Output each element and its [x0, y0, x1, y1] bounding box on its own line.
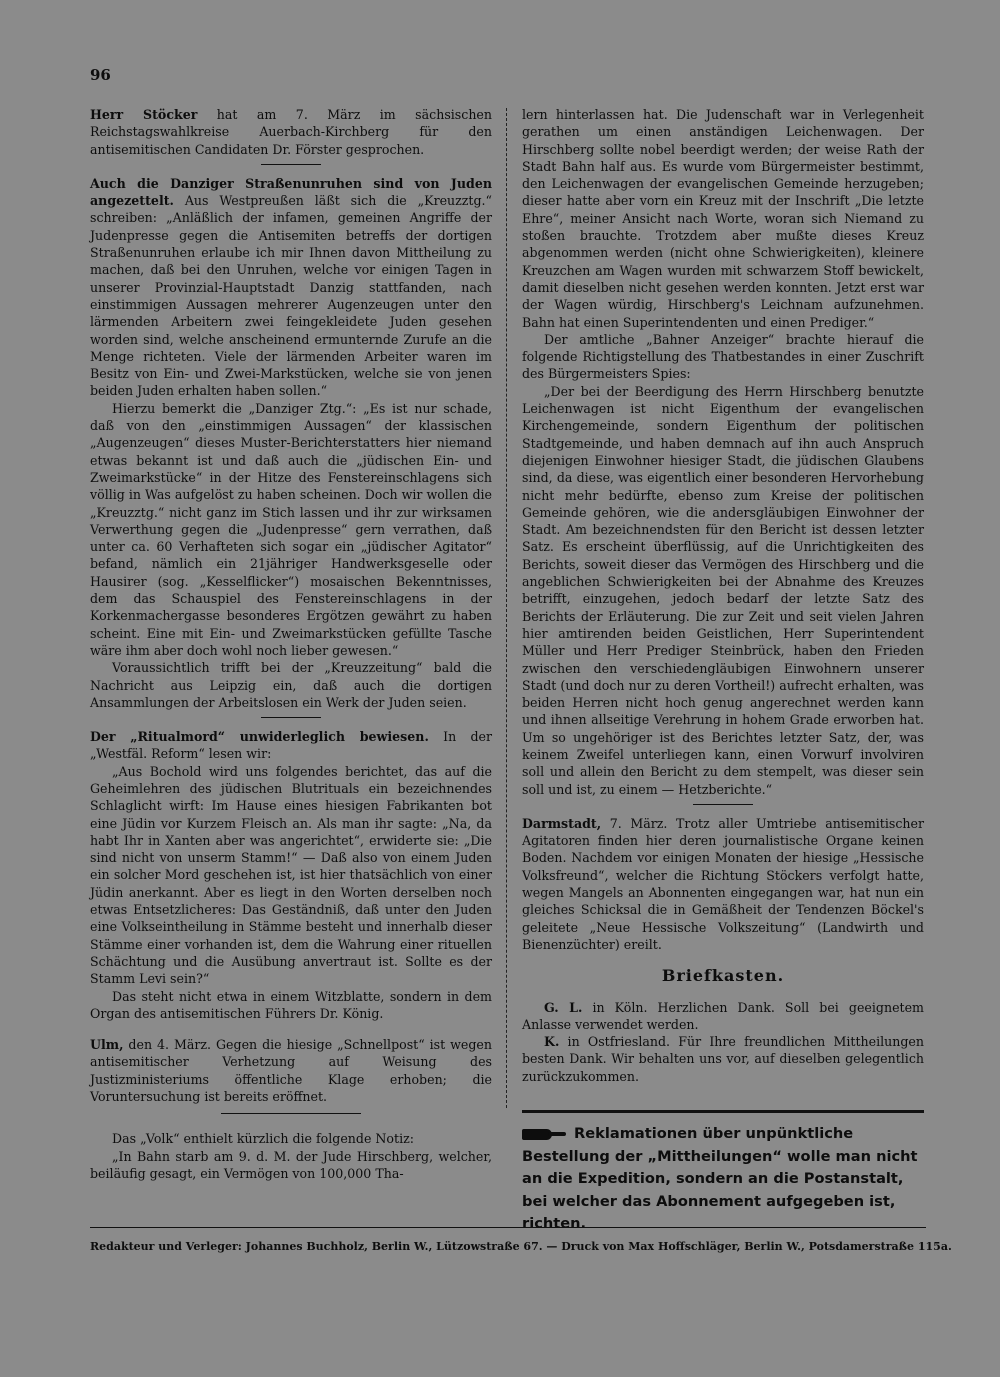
article-lead: Auch die Danziger Straßenunruhen sind von Juden angezettelt.: [90, 175, 492, 209]
letter-text: in Köln. Herzlichen Dank. Soll bei geeignetem Anlasse verwendet werden.: [522, 999, 924, 1032]
article-volk-intro: Das „Volk“ enthielt kürzlich die folgende Notiz:: [112, 1131, 414, 1147]
article-bahn-intro: Der amtliche „Bahner Anzeiger“ brachte hierauf die folgende Richtigstellung des Thatbestandes in einer Zuschrift des Bürgermeisters Spies:: [522, 331, 924, 382]
article-lead: Herr Stöcker: [90, 107, 198, 122]
article-lead: Der „Ritualmord“ unwiderleglich bewiesen.: [90, 729, 429, 745]
article-danzig-comment: Hierzu bemerkt die „Danziger Ztg.“: „Es ist nur schade, daß von den „einstimmigen Aussagen“ der klassischen „Augenzeugen“ dieses Muster-Berichterstatters hier niemand etwas bekannt ist und daß auch die „jüdischen Ein- und Zweimarkstücke“ in der Hitze des Fenstereinschlagens sich völlig in Was aufgelöst zu haben scheinen. Doch wir wollen die „Kreuzztg.“ nicht ganz im Stich lassen und ihr zur wirksamen Verwerthung gegen die „Judenpresse“ gern verrathen, daß unter ca. 60 Verhafteten sich sogar ein „jüdischer Agitator“ befand, nämlich ein 21jähriger Handwerksgeselle oder Hausirer (sog. „Kesselflicker“) mosaischen Bekenntnisses, dem das Schauspiel des Fenstereinschlagens in der Korkenmachergasse besonderes Ergötzen gewährt zu haben scheint. Eine mit Ein- und Zweimarkstücken gefüllte Tasche wäre ihm aber doch wohl noch lieber gewesen.“: [90, 400, 492, 658]
article-lead: Ulm,: [90, 1037, 124, 1053]
article-ritualmord: [90, 728, 492, 763]
article-bahn-quote: „Der bei der Beerdigung des Herrn Hirschberg benutzte Leichenwagen ist nicht Eigenthum der evangelischen Kirchengemeinde, sondern Eigenthum der politischen Stadtgemeinde, und haben demnach auf ihn auch Anspruch diejenigen Einwohner hiesiger Stadt, die jüdischen Glaubens sind, da diese, was eigentlich einer besonderen Hervorhebung nicht mehr bedürfte, ebenso zum Kreise der politischen Gemeinde gehören, wie die andersgläubigen Einwohner der Stadt. Am bezeichnendsten für den Bericht ist dessen letzter Satz. Es erscheint überflüssig, auf die Unrichtigkeiten des Berichts, soweit dieser das Vermögen des Hirschberg und die angeblichen Schwierigkeiten bei der Abnahme des Kreuzes betrifft, einzugehen, jedoch bedarf der letzte Satz des Berichts der Erläuterung. Die zur Zeit und seit vielen Jahren hier amtirenden beiden Geistlichen, Herr Superintendent Müller und Herr Prediger Steinbrück, haben den Frieden zwischen den verschiedengläubigen Einwohnern unserer Stadt (und doch nur zu deren Vortheil!) aufrecht erhalten, was beiden Herren nicht hoch genug angerechnet werden kann und ihnen allseitige Verehrung in hohem Grade erworben hat. Um so ungehöriger ist des Berichtes letzter Satz, der, was keinem Zweifel unterliegen kann, einen Vorwurf involviren soll und allein den Bericht zu dem stempelt, was dieser sein soll und ist, zu einem — Hetzberichte.“: [522, 383, 924, 797]
article-lead: Darmstadt,: [522, 815, 602, 831]
left-column: [90, 106, 492, 1182]
article-volk-continued: lern hinterlassen hat. Die Judenschaft war in Verlegenheit gerathen um einen anständigen Leichenwagen. Der Hirschberg sollte nobel beerdigt werden; der weise Rath der Stadt Bahn half aus. Es wurde vom Bürgermeister bestimmt, den Leichenwagen der evangelischen Gemeinde herzugeben; dieser hatte aber vorn ein Kreuz mit der Inschrift „Die letzte Ehre“, meiner Ansicht nach Worte, woran sich Niemand zu stoßen brauchte. Trotzdem aber mußte dieses Kreuz abgenommen werden (nicht ohne Schwierigkeiten), kleinere Kreuzchen am Wagen wurden mit schwarzem Stoff bewickelt, damit dieselben nicht gesehen werden konnten. Jetzt erst war der Wagen würdig, Hirschberg's Leichnam aufzunehmen. Bahn hat einen Superintendenten und einen Prediger.“: [522, 107, 924, 330]
article-text: Aus Westpreußen läßt sich die „Kreuzztg.“ schreiben: „Anläßlich der infamen, gemeinen Angriffe der Judenpresse gegen die Antisemiten betreffs der dortigen Straßenunruhen erlaube ich mir Ihnen davon Mittheilung zu machen, daß bei den Unruhen, welche vor einigen Tagen in unserer Provinzial-Hauptstadt Danzig stattfanden, nach einstimmigen Aussagen mehrerer Augenzeugen unter den lärmenden Arbeitern zwei feingekleidete Juden gesehen worden sind, welche anscheinend ermunternde Zurufe an die Menge richteten. Viele der lärmenden Arbeiter waren im Besitz von Ein- und Zwei-Markstücken, welche sie von jenen beiden Juden erhalten haben sollen.“: [90, 193, 492, 399]
section-divider: [221, 1113, 361, 1114]
right-column: [522, 106, 924, 1085]
article-text: 7. März. Trotz aller Umtriebe antisemitischer Agitatoren finden hier deren journalistische Organe keinen Boden. Nachdem vor einigen Monaten der hiesige „Hessische Volksfreund“, welcher die Richtung Stöckers verfolgt hatte, wegen Mangels an Abonnenten eingegangen war, hat nun ein gleiches Schicksal die in Gemäßheit der Tendenzen Böckel's geleitete „Neue Hessische Volkszeitung“ (Landwirth und Bienenzüchter) ereilt.: [522, 815, 924, 952]
section-divider: [693, 804, 753, 805]
article-ritualmord-quote: „Aus Bochold wird uns folgendes berichtet, das auf die Geheimlehren des jüdischen Blutrituals ein bezeichnendes Schlaglicht wirft: Im Hause eines hiesigen Fabrikanten bot eine Jüdin vor Kurzem Fleisch an. Als man ihr sagte: „Na, da habt Ihr in Xanten aber was angerichtet“, erwiderte sie: „Die sind nicht von unserm Stamm!“ — Daß also von einem Juden ein solcher Mord geschehen ist, ist hier thatsächlich von einer Jüdin anerkannt. Aber es liegt in den Worten derselben noch etwas Entsetzlicheres: Das Geständniß, daß unter den Juden eine Volkseintheilung in Stämme besteht und innerhalb dieser Stämme einer vorhanden ist, dem die Wahrung einer rituellen Schächtung und die Ausübung anvertraut ist. Sollte es der Stamm Levi sein?“: [90, 763, 492, 987]
article-volk-quote: „In Bahn starb am 9. d. M. der Jude Hirschberg, welcher, beiläufig gesagt, ein Vermögen von 100,000 Tha-: [90, 1148, 492, 1181]
section-divider: [261, 717, 321, 718]
briefkasten-heading: Briefkasten.: [661, 966, 785, 986]
letter-ostfriesland: [522, 1033, 924, 1085]
subscription-notice: [522, 1110, 924, 1236]
article-text: hat am 7. März im sächsischen Reichstagswahlkreise Auerbach-Kirchberg für den antisemitischen Candidaten Dr. Förster gesprochen.: [90, 107, 492, 157]
notice-text: Reklamationen über unpünktliche Bestellung der „Mittheilungen“ wolle man nicht an die Expedition, sondern an die Postanstalt, bei welcher das Abonnement aufgegeben ist, richten.: [522, 1125, 918, 1232]
article-text: den 4. März. Gegen die hiesige „Schnellpost“ ist wegen antisemitischer Verhetzung auf Weisung des Justizministeriums öffentliche Klage erhoben; die Voruntersuchung ist bereits eröffnet.: [90, 1037, 492, 1105]
article-text: In der „Westfäl. Reform“ lesen wir:: [90, 729, 492, 762]
article-ritualmord-closing: Das steht nicht etwa in einem Witzblatte, sondern in dem Organ des antisemitischen Führers Dr. König.: [90, 988, 492, 1021]
article-danzig: [90, 175, 492, 400]
footer-divider: [90, 1227, 926, 1228]
imprint-footer: Redakteur und Verleger: Johannes Buchholz, Berlin W., Lützowstraße 67. — Druck von Max Hoffschläger, Berlin W., Potsdamerstraße 115a.: [90, 1240, 952, 1253]
page-number: 96: [90, 66, 111, 84]
article-darmstadt: [522, 815, 924, 953]
letter-koeln: [522, 999, 924, 1034]
letter-text: in Ostfriesland. Für Ihre freundlichen Mittheilungen besten Dank. Wir behalten uns vor, auf dieselben gelegentlich zurückzukommen.: [522, 1034, 924, 1084]
letter-lead: K.: [544, 1034, 560, 1050]
article-danzig-closing: Voraussichtlich trifft bei der „Kreuzzeitung“ bald die Nachricht aus Leipzig ein, daß auch die dortigen Ansammlungen der Arbeitslosen ein Werk der Juden seien.: [90, 660, 492, 710]
article-stoecker: [90, 106, 492, 158]
column-divider: [506, 108, 507, 1108]
section-divider: [261, 164, 321, 165]
article-ulm: [90, 1036, 492, 1105]
letter-lead: G. L.: [544, 999, 583, 1015]
pointing-hand-icon: [522, 1127, 566, 1141]
